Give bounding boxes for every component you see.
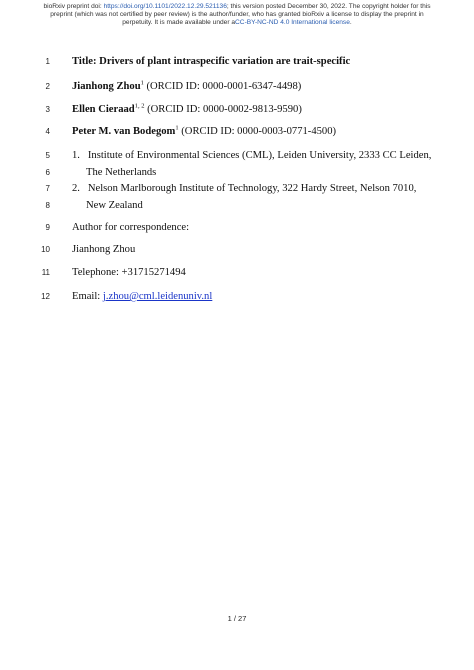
email-label: Email: [72, 291, 103, 302]
line-number: 8 [45, 201, 50, 210]
affiliation-marker: 1 [140, 79, 144, 87]
header-doi-prefix: bioRxiv preprint doi: [43, 3, 104, 10]
telephone-text: Telephone: +31715271494 [72, 267, 186, 278]
line-number: 9 [45, 223, 50, 232]
manuscript-line [0, 166, 474, 180]
manuscript-line [0, 243, 474, 257]
line-number: 4 [45, 127, 50, 136]
author-name: Jianhong Zhou [72, 81, 141, 92]
email-link[interactable]: j.zhou@cml.leidenuniv.nl [102, 291, 213, 302]
header-line1-suffix: ; this version posted December 30, 2022. The copyright holder for this [226, 3, 431, 10]
header-line3-prefix: perpetuity. It is made available under a [122, 19, 236, 26]
manuscript-line [0, 266, 474, 280]
line-number: 7 [45, 184, 50, 193]
manuscript-line [0, 182, 474, 196]
affiliation-marker: 1 [175, 124, 179, 132]
affiliation-text: New Zealand [86, 200, 143, 211]
line-number: 2 [45, 82, 50, 91]
line-number: 5 [45, 151, 50, 160]
header-line-1 [20, 3, 454, 11]
email-entry [72, 290, 212, 304]
header-line-3 [20, 19, 454, 27]
line-number: 3 [45, 105, 50, 114]
author-name: Ellen Cieraad [72, 104, 135, 115]
manuscript-line [0, 80, 474, 94]
title-text: Title: Drivers of plant intraspecific variation are trait-specific [72, 56, 351, 67]
preprint-header [20, 3, 454, 27]
manuscript-line [0, 221, 474, 235]
line-number: 11 [41, 268, 50, 277]
line-number: 12 [41, 292, 50, 301]
correspondence-name: Jianhong Zhou [72, 244, 136, 255]
page-number: 1 / 27 [227, 614, 247, 623]
affiliation-text: 1. Institute of Environmental Sciences (CML), Leiden University, 2333 CC Leiden, [72, 150, 432, 161]
orcid-text: (ORCID ID: 0000-0003-0771-4500) [178, 126, 337, 137]
affiliation-text: The Netherlands [86, 167, 157, 178]
author-entry [72, 80, 301, 94]
line-number: 1 [45, 57, 50, 66]
orcid-text: (ORCID ID: 0000-0001-6347-4498) [143, 81, 302, 92]
affiliation-marker: 1, 2 [134, 102, 145, 110]
author-name: Peter M. van Bodegom [72, 126, 176, 137]
manuscript-title [72, 55, 350, 69]
manuscript-line [0, 55, 474, 69]
doi-link[interactable]: https://doi.org/10.1101/2022.12.29.521136 [103, 3, 227, 10]
correspondence-label: Author for correspondence: [72, 222, 190, 233]
line-number: 10 [41, 245, 50, 254]
author-entry [72, 125, 336, 139]
manuscript-line [0, 125, 474, 139]
header-line-2: preprint (which was not certified by peer review) is the author/funder, who has granted bioRxiv a license to display the preprint in [50, 11, 424, 18]
affiliation-text: 2. Nelson Marlborough Institute of Technology, 322 Hardy Street, Nelson 7010, [72, 183, 417, 194]
manuscript-line [0, 290, 474, 304]
manuscript-line [0, 103, 474, 117]
manuscript-line [0, 149, 474, 163]
license-link[interactable]: CC-BY-NC-ND 4.0 International license [235, 19, 350, 26]
orcid-text: (ORCID ID: 0000-0002-9813-9590) [144, 104, 302, 115]
header-line3-suffix: . [349, 19, 352, 26]
author-entry [72, 103, 302, 117]
line-number: 6 [45, 168, 50, 177]
manuscript-line [0, 199, 474, 213]
